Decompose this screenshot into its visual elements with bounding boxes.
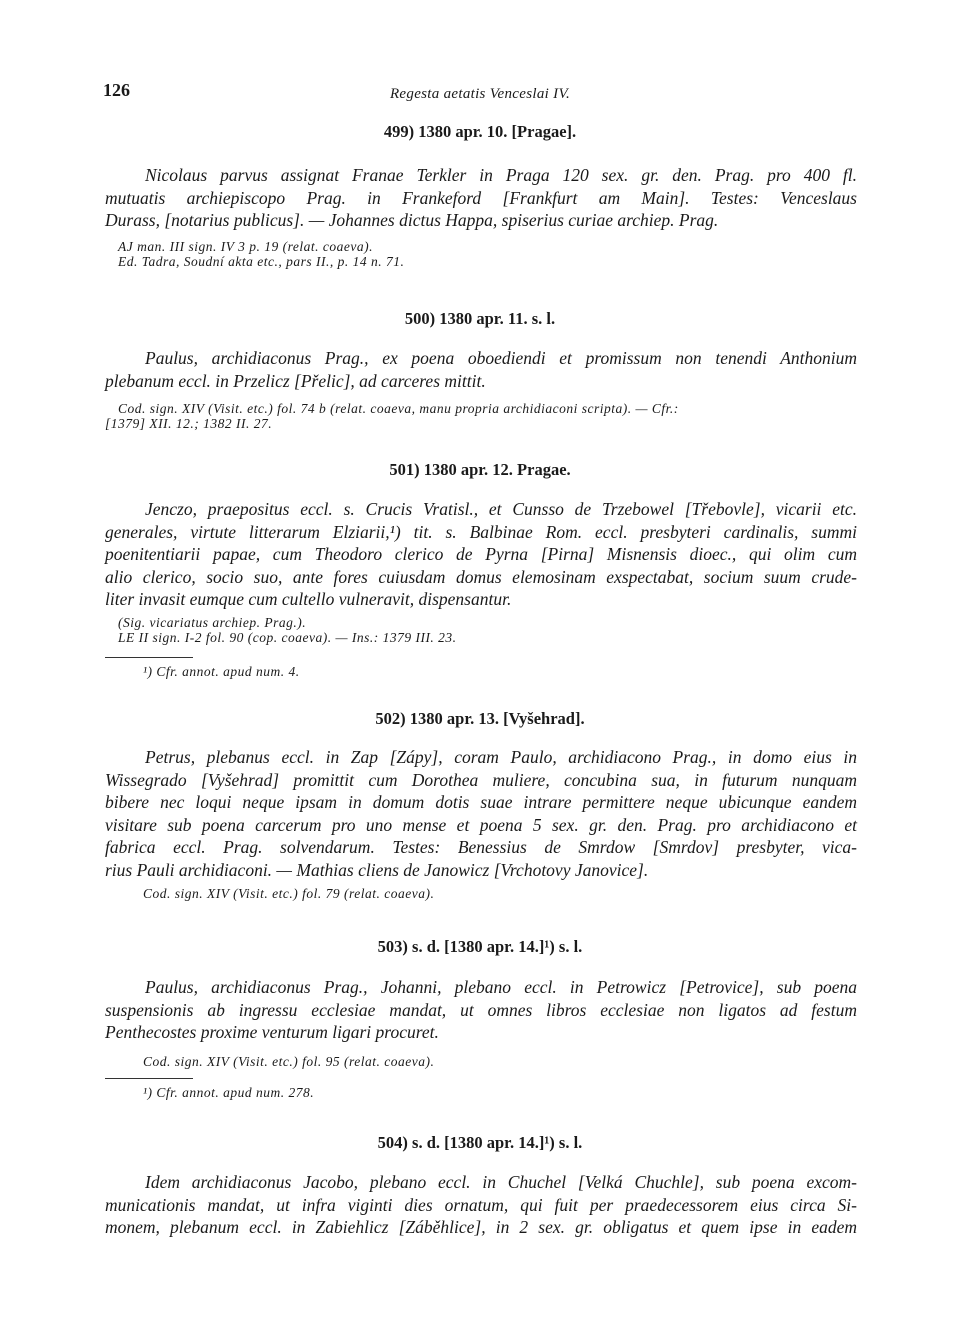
note-line: AJ man. III sign. IV 3 p. 19 (relat. coaeva). [118,239,373,254]
footnote-rule [105,1078,193,1079]
text-line: Petrus, plebanus eccl. in Zap [Zápy], coram Paulo, archidiacono Prag., in domo eius in [145,747,857,767]
text-line: bibere nec loqui neque ipsam in domum dotis suae intrare permittere neque ubicunque eandem [105,792,857,812]
running-title: Regesta aetatis Venceslai IV. [389,86,571,102]
entry-heading-499: 499) 1380 apr. 10. [Pragae]. [383,122,577,141]
note-line: (Sig. vicariatus archiep. Prag.). [118,615,307,630]
entry-heading-502: 502) 1380 apr. 13. [Vyšehrad]. [375,709,585,728]
text-line: Nicolaus parvus assignat Franae Terkler in Praga 120 sex. gr. den. Prag. pro 400 fl. [145,165,857,185]
text-line: alio clerico, socio suo, ante fores cuiusdam domus elemosinam exspectabat, socium suum crude- [105,566,857,587]
entry-text-502 [105,746,857,881]
text-line: Penthecostes proxime venturum ligari procuret. [105,1022,439,1042]
footnote-rule [105,657,193,658]
note-line: LE II sign. I-2 fol. 90 (cop. coaeva). — Ins.: 1379 III. 23. [118,629,457,645]
entry-text-504 [105,1171,857,1239]
entry-heading-500: 500) 1380 apr. 11. s. l. [404,309,556,328]
text-line: Idem archidiaconus Jacobo, plebano eccl. in Chuchel [Velká Chuchle], sub poena excom- [145,1172,857,1192]
text-line: Paulus, archidiaconus Prag., Johanni, plebano eccl. in Petrowicz [Petrovice], sub poena [145,977,857,997]
note-line: [1379] XII. 12.; 1382 II. 27. [105,415,273,431]
entry-notes-503 [143,1055,883,1070]
text-line: poenitentiarii papae, cum Theodoro clerico de Pyrna [Pirna] Misnensis dioec., qui olim cum [105,544,857,564]
text-line: fabrica eccl. Prag. solvendarum. Testes: Benessius de Smrdow [Smrdov] presbyter, vica- [105,837,857,857]
text-line: municationis mandat, ut infra viginti dies ornatum, qui fuit per praedecessorem eius circa Si- [105,1194,857,1215]
text-line: Jenczo, praepositus eccl. s. Crucis Vratisl., et Cunsso de Trzebowel [Třebovle], vicarii etc. [145,499,857,519]
text-line: Paulus, archidiaconus Prag., ex poena oboediendi et promissum non tenendi Anthonium [145,348,857,368]
text-line: plebanum eccl. in Przelicz [Přelic], ad carceres mittit. [105,370,486,391]
text-line: generales, virtute litterarum Elziarii,¹) tit. s. Balbinae Rom. eccl. presbyteri cardinalis, summi [105,521,857,542]
text-line: Durass, [notarius publicus]. — Johannes dictus Happa, spiserius curiae archiep. Prag. [105,210,719,230]
page-number: 126 [103,80,130,100]
note-line: Cod. sign. XIV (Visit. etc.) fol. 95 (relat. coaeva). [143,1054,435,1069]
note-line: Cod. sign. XIV (Visit. etc.) fol. 79 (relat. coaeva). [143,886,435,901]
text-line: rius Pauli archidiaconi. — Mathias cliens de Janowicz [Vrchotovy Janovice]. [105,859,649,880]
note-line: Ed. Tadra, Soudní akta etc., pars II., p. 14 n. 71. [118,253,405,269]
note-line: Cod. sign. XIV (Visit. etc.) fol. 74 b (relat. coaeva, manu propria archidiaconi scripta). — Cfr.: [118,401,679,416]
entry-text-499 [105,164,857,232]
entry-heading-501: 501) 1380 apr. 12. Pragae. [389,460,571,479]
text-line: suspensionis ab ingressu ecclesiae mandat, ut omnes libros ecclesiae non ligatos ad festum [105,999,857,1020]
text-line: liter invasit eumque cum cultello vulneravit, dispensantur. [105,589,512,609]
footnote-501: ¹) Cfr. annot. apud num. 4. [143,664,300,679]
entry-text-503 [105,976,857,1044]
entry-text-501 [105,498,857,611]
entry-notes-501 [118,616,858,645]
text-line: visitare sub poena carcerum pro uno mense et poena 5 sex. gr. den. Prag. pro archidiacono et [105,814,857,835]
text-line: mutuatis archiepiscopo Prag. in Frankeford [Frankfurt am Main]. Testes: Venceslaus [105,187,857,208]
entry-text-500 [105,347,857,392]
entry-heading-504: 504) s. d. [1380 apr. 14.]¹) s. l. [377,1133,583,1152]
text-line: monem, plebanum eccl. in Zabiehlicz [Záběhlice], in 2 sex. gr. obligatus et quem ipse in eadem [105,1217,857,1237]
text-line: Wissegrado [Vyšehrad] promittit cum Dorothea muliere, concubina sua, in futurum nunquam [105,769,857,790]
entry-notes-502 [143,887,883,902]
entry-notes-499 [118,240,858,269]
entry-heading-503: 503) s. d. [1380 apr. 14.]¹) s. l. [377,937,583,956]
footnote-503: ¹) Cfr. annot. apud num. 278. [143,1085,315,1100]
entry-notes-500 [105,402,860,431]
